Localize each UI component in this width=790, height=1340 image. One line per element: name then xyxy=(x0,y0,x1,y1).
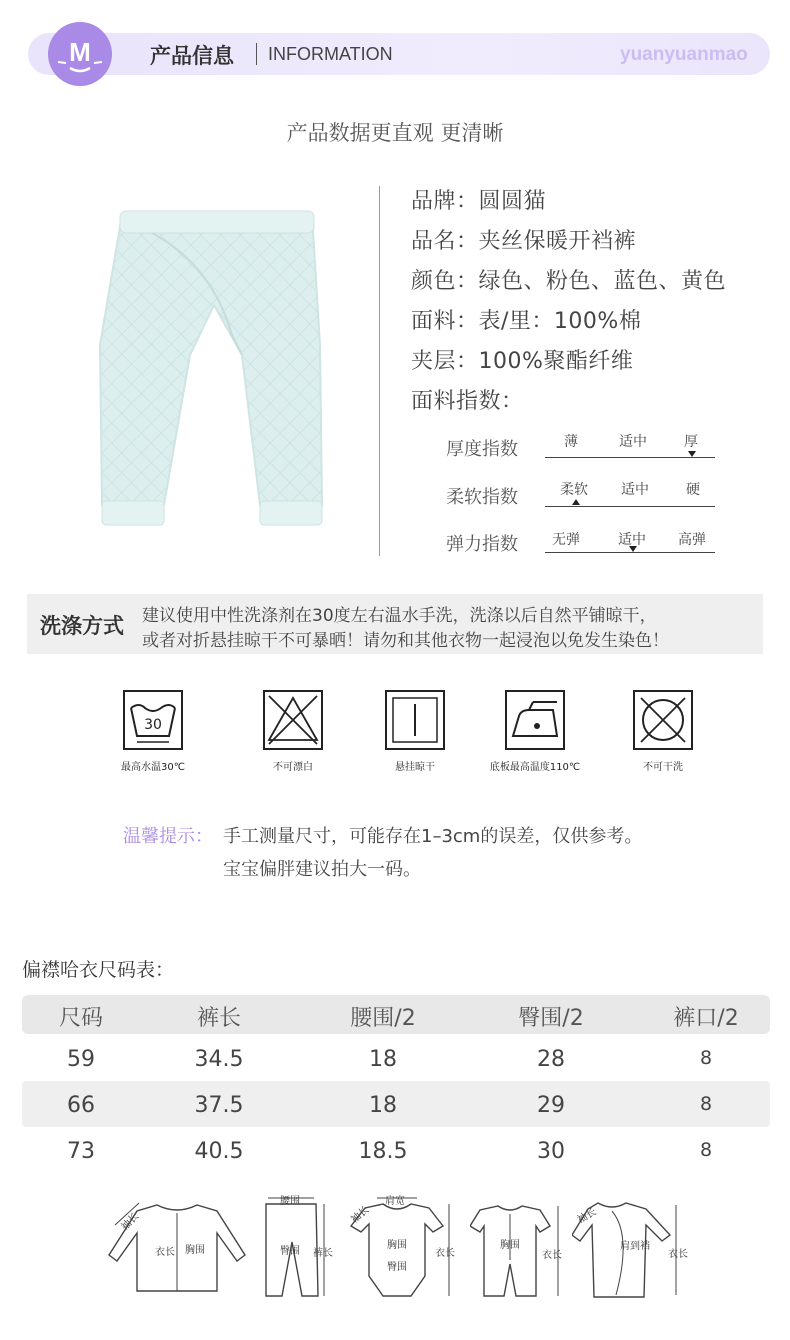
pants-length-label: 裤长 xyxy=(313,1248,333,1259)
softness-option: 柔软 xyxy=(560,482,588,498)
size-cell: 8 xyxy=(699,1047,713,1069)
elasticity-index-label: 弹力指数 xyxy=(446,534,518,555)
elasticity-option: 适中 xyxy=(618,532,646,548)
info-colors: 颜色：绿色、粉色、蓝色、黄色 xyxy=(411,269,727,294)
size-cell: 59 xyxy=(67,1047,95,1072)
svg-text:30: 30 xyxy=(144,717,162,733)
length-label: 衣长 xyxy=(155,1247,175,1258)
product-image xyxy=(92,205,332,535)
tip-line1: 手工测量尺寸，可能存在1–3cm的误差，仅供参考。 xyxy=(223,826,643,847)
info-divider xyxy=(379,186,380,556)
size-cell: 29 xyxy=(537,1093,565,1118)
softness-option: 硬 xyxy=(686,482,700,498)
iron-110-icon xyxy=(505,690,565,750)
softness-index-label: 柔软指数 xyxy=(446,487,518,508)
jacket-diagram xyxy=(105,1195,250,1300)
chest-label: 胸围 xyxy=(387,1240,407,1251)
brand-logo xyxy=(48,22,112,86)
no-bleach-icon xyxy=(263,690,323,750)
hang-dry-icon xyxy=(385,690,445,750)
size-cell: 73 xyxy=(67,1139,95,1164)
cat-logo-icon xyxy=(48,22,112,86)
care-label: 悬挂晾干 xyxy=(395,762,435,773)
header-brand: yuanyuanmao xyxy=(620,44,748,65)
length-label: 衣长 xyxy=(542,1250,562,1261)
elasticity-option: 高弹 xyxy=(678,532,706,548)
sleeve-label: 袖长 xyxy=(349,1204,372,1226)
header-divider xyxy=(256,43,257,65)
shoulder-label: 肩宽 xyxy=(385,1196,405,1207)
thickness-scale-line xyxy=(545,457,715,458)
thickness-option: 适中 xyxy=(619,434,647,450)
sleeve-label: 袖长 xyxy=(119,1210,142,1233)
size-cell: 18 xyxy=(369,1093,397,1118)
size-cell: 30 xyxy=(537,1139,565,1164)
pants-diagram xyxy=(258,1192,338,1304)
elasticity-scale-line xyxy=(545,552,715,553)
size-cell: 34.5 xyxy=(194,1047,244,1072)
hip-label: 臀围 xyxy=(280,1246,300,1257)
size-cell: 8 xyxy=(699,1139,713,1161)
sleeve-label: 袖长 xyxy=(575,1206,599,1226)
thickness-option: 厚 xyxy=(684,434,698,450)
wash-text-line2: 或者对折悬挂晾干不可暴晒！请勿和其他衣物一起浸泡以免发生染色！ xyxy=(142,631,669,651)
size-table-header: 臀围/2 xyxy=(518,1006,584,1031)
size-table-header: 腰围/2 xyxy=(350,1006,416,1031)
bodysuit-diagram xyxy=(345,1192,460,1304)
length-label: 衣长 xyxy=(668,1249,688,1260)
thickness-option: 薄 xyxy=(564,434,578,450)
info-fabric: 面料：表/里：100%棉 xyxy=(411,309,642,334)
chest-label: 胸围 xyxy=(500,1240,520,1251)
wash-title: 洗涤方式 xyxy=(40,614,124,638)
care-label: 不可漂白 xyxy=(273,762,313,773)
svg-text:M: M xyxy=(69,37,91,67)
info-fabric-index: 面料指数： xyxy=(411,389,524,414)
size-table-header: 尺码 xyxy=(58,1006,103,1031)
length-label: 衣长 xyxy=(435,1248,455,1259)
info-brand: 品牌：圆圆猫 xyxy=(411,189,547,214)
tip-line2: 宝宝偏胖建议拍大一码。 xyxy=(223,859,421,880)
subtitle: 产品数据更直观 更清晰 xyxy=(286,121,504,145)
softness-scale-line xyxy=(545,506,715,507)
softness-option: 适中 xyxy=(621,482,649,498)
thickness-index-label: 厚度指数 xyxy=(446,439,518,460)
care-label: 不可干洗 xyxy=(643,762,683,773)
softness-marker xyxy=(572,499,580,505)
chest-label: 胸围 xyxy=(185,1245,205,1256)
size-cell: 28 xyxy=(537,1047,565,1072)
size-cell: 8 xyxy=(699,1093,713,1115)
wash-text-line1: 建议使用中性洗涤剂在30度左右温水手洗，洗涤以后自然平铺晾干， xyxy=(142,606,657,626)
tip-label: 温馨提示： xyxy=(123,826,213,847)
size-cell: 37.5 xyxy=(194,1093,244,1118)
info-product-name: 品名：夹丝保暖开裆裤 xyxy=(411,229,637,254)
info-interlayer: 夹层：100%聚酯纤维 xyxy=(411,349,634,374)
size-table-title: 偏襟哈衣尺码表： xyxy=(22,959,175,981)
size-table-header: 裤口/2 xyxy=(673,1006,739,1031)
crotch-label: 肩到裆 xyxy=(620,1241,650,1252)
romper-diagram xyxy=(470,1200,570,1304)
gown-diagram xyxy=(572,1195,690,1303)
size-cell: 66 xyxy=(67,1093,95,1118)
size-table-header: 裤长 xyxy=(196,1006,241,1031)
no-dryclean-icon xyxy=(633,690,693,750)
waist-label: 腰围 xyxy=(280,1196,300,1207)
care-label: 底板最高温度110℃ xyxy=(489,762,581,773)
elasticity-option: 无弹 xyxy=(552,532,580,548)
size-cell: 18 xyxy=(369,1047,397,1072)
care-label: 最高水温30℃ xyxy=(121,762,185,773)
hip-label: 臀围 xyxy=(387,1262,407,1273)
header-title-en: INFORMATION xyxy=(268,44,393,64)
size-cell: 18.5 xyxy=(358,1139,408,1164)
header-title: 产品信息 xyxy=(150,44,234,68)
size-cell: 40.5 xyxy=(194,1139,244,1164)
wash-30-icon xyxy=(123,690,183,750)
